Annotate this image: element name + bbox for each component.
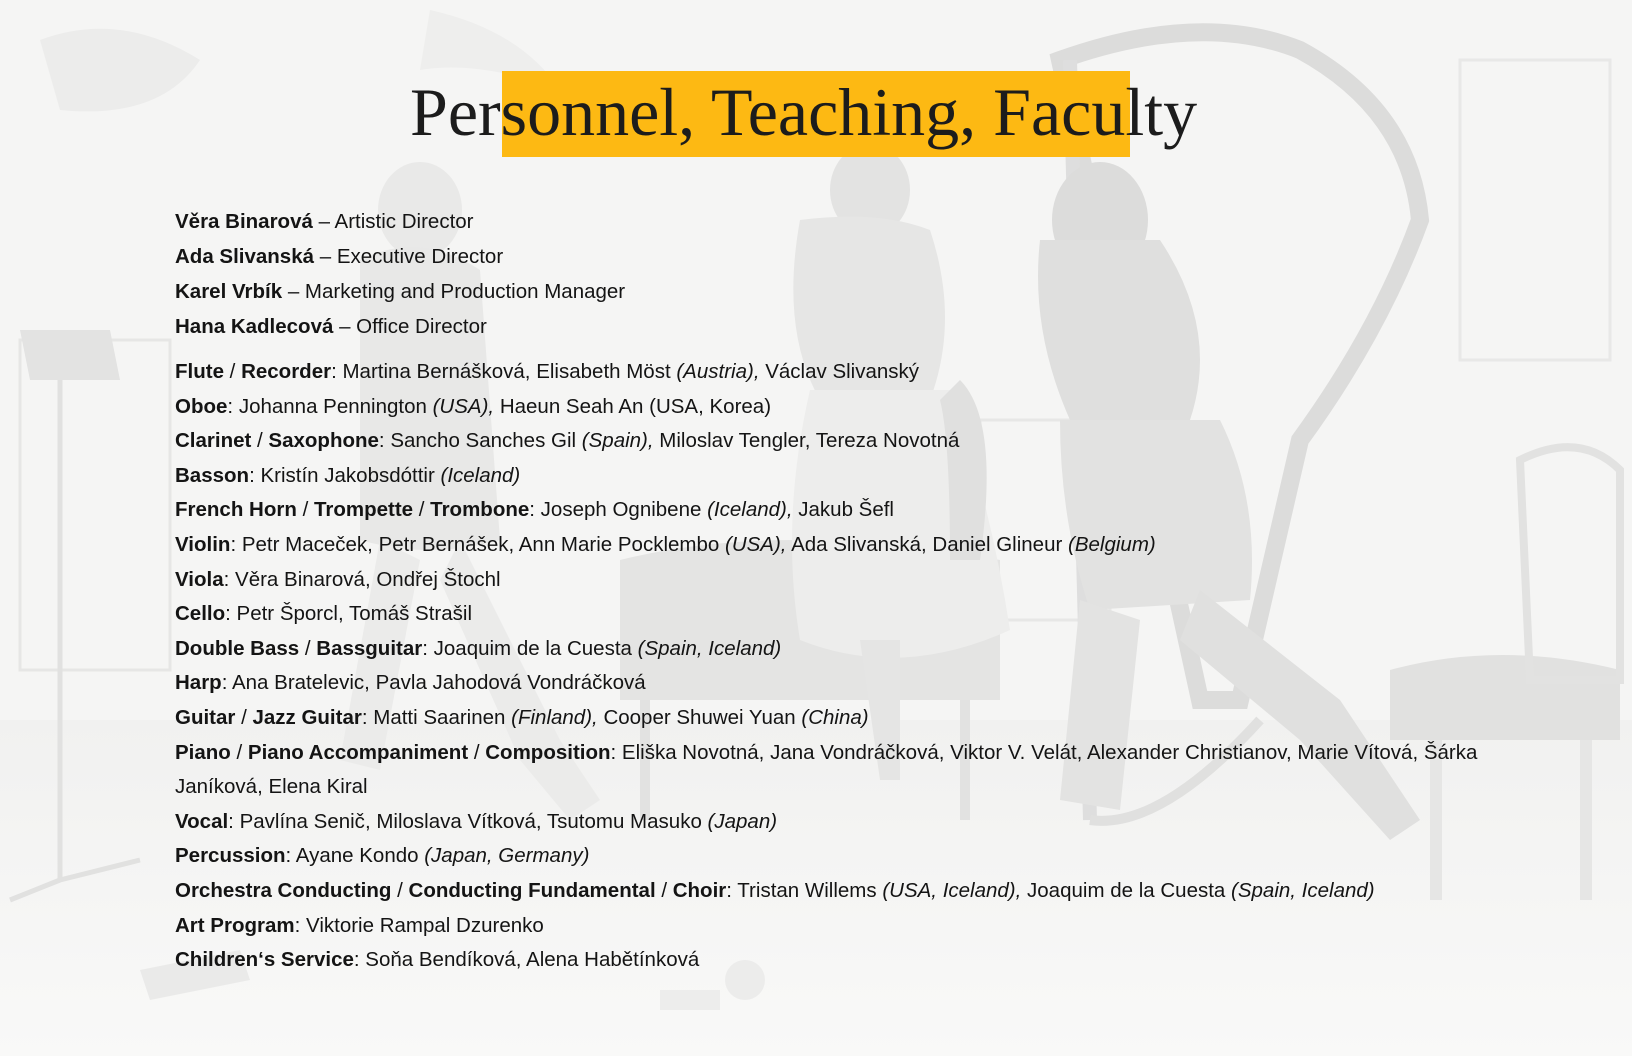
faculty-name: Matti Saarinen xyxy=(373,705,506,729)
instrument-label: Composition xyxy=(485,740,611,764)
instrument-label: Clarinet xyxy=(175,429,252,453)
instrument-label: Bassguitar xyxy=(316,636,423,660)
staff-row: Karel Vrbík – Marketing and Production Manager xyxy=(175,280,626,303)
faculty-country: (USA), xyxy=(432,394,495,418)
faculty-row: Vocal: Pavlína Senič, Miloslava Vítková, Tsutomu Masuko (Japan) xyxy=(175,809,778,833)
instrument-label: Orchestra Conducting xyxy=(175,878,392,902)
faculty-name: Ayane Kondo xyxy=(295,844,419,868)
instrument-label: Flute xyxy=(175,360,224,383)
instrument-label: Conducting Fundamental xyxy=(408,878,656,902)
faculty-country: (Spain, Iceland) xyxy=(637,636,782,660)
faculty-name: Miloslava Vítková xyxy=(376,809,536,833)
faculty-name: Ada Slivanská xyxy=(791,532,921,556)
faculty-country: (Japan, Germany) xyxy=(424,844,590,868)
title-section xyxy=(0,70,1632,158)
faculty-country: (Spain, Iceland) xyxy=(1231,878,1375,902)
faculty-name: Johanna Pennington xyxy=(238,394,427,418)
staff-row: Věra Binarová – Artistic Director xyxy=(175,210,474,233)
staff-role: Office Director xyxy=(356,315,487,338)
faculty-country: (Belgium) xyxy=(1068,532,1156,556)
faculty-row: Basson: Kristín Jakobsdóttir (Iceland) xyxy=(175,463,521,487)
faculty-name: Kristín Jakobsdóttir xyxy=(260,463,435,487)
instrument-label: Cello xyxy=(175,602,226,626)
faculty-name: Marie Vítová xyxy=(1297,740,1413,764)
instrument-label: Trombone xyxy=(430,498,530,522)
faculty-name: Šárka Janíková xyxy=(175,740,1478,799)
faculty-name: Martina Bernášková xyxy=(342,360,525,383)
faculty-country: (USA), xyxy=(725,532,787,556)
faculty-name: Alena Habětínková xyxy=(526,948,700,972)
faculty-name: Tomáš Strašil xyxy=(348,602,472,626)
content xyxy=(175,207,1515,978)
instrument-label: Saxophone xyxy=(268,429,379,453)
staff-name: Ada Slivanská xyxy=(175,245,315,268)
staff-name: Hana Kadlecová xyxy=(175,315,334,338)
instrument-label: Choir xyxy=(672,878,727,902)
instrument-label: Percussion xyxy=(175,844,286,868)
faculty-row: Flute / Recorder: Martina Bernášková, Elisabeth Möst (Austria), Václav Slivanský xyxy=(175,360,920,383)
faculty-name: Petr Bernášek xyxy=(378,532,509,556)
instrument-label: French Horn xyxy=(175,498,297,522)
faculty-name: Miloslav Tengler xyxy=(659,429,805,453)
instrument-label: Viola xyxy=(175,567,224,591)
faculty-country: (Iceland) xyxy=(440,463,521,487)
faculty-row: Guitar / Jazz Guitar: Matti Saarinen (Finland), Cooper Shuwei Yuan (China) xyxy=(175,705,869,729)
faculty-row: Oboe: Johanna Pennington (USA), Haeun Seah An (USA, Korea) xyxy=(175,394,772,418)
faculty-name: Soňa Bendíková xyxy=(365,948,516,972)
faculty-name: Tsutomu Masuko xyxy=(546,809,702,833)
staff-row: Ada Slivanská – Executive Director xyxy=(175,245,504,268)
faculty-name: Elena Kiral xyxy=(268,775,368,799)
instrument-label: Trompette xyxy=(313,498,414,522)
instrument-label: Harp xyxy=(175,671,222,695)
faculty-name: Joaquim de la Cuesta xyxy=(433,636,632,660)
instrument-label: Guitar xyxy=(175,705,236,729)
faculty-name: Elisabeth Möst xyxy=(536,360,671,383)
faculty-name: Alexander Christianov xyxy=(1086,740,1286,764)
faculty-name: Jakub Šefl xyxy=(798,498,894,522)
faculty-name: Petr Maceček xyxy=(241,532,368,556)
faculty-name: Ondřej Štochl xyxy=(376,567,501,591)
faculty-country: (China) xyxy=(801,705,869,729)
faculty-name: Joseph Ognibene xyxy=(540,498,702,522)
faculty-name: Cooper Shuwei Yuan xyxy=(603,705,796,729)
faculty-row: French Horn / Trompette / Trombone: Joseph Ognibene (Iceland), Jakub Šefl xyxy=(175,498,894,522)
faculty-name: Václav Slivanský xyxy=(765,360,920,383)
faculty-name: Daniel Glineur xyxy=(932,532,1063,556)
faculty-name: Věra Binarová xyxy=(235,567,365,591)
faculty-row: Children‘s Service: Soňa Bendíková, Alena Habětínková xyxy=(175,948,700,972)
instrument-label: Double Bass xyxy=(175,636,300,660)
staff-list xyxy=(175,207,1515,347)
faculty-name: Pavla Jahodová Vondráčková xyxy=(375,671,646,695)
faculty-name: Eliška Novotná xyxy=(621,740,759,764)
faculty-country: (Japan) xyxy=(707,809,778,833)
instrument-label: Violin xyxy=(175,532,231,556)
page-title: Personnel, Teaching, Faculty xyxy=(410,74,1198,150)
faculty-row: Piano / Piano Accompaniment / Composition: Eliška Novotná, Jana Vondráčková, Viktor V. Velát, Alexander Christianov, Marie Vítová, Šárka Janíková, Elena Kiral xyxy=(175,740,1478,799)
spacer xyxy=(175,347,1515,355)
faculty-row: Viola: Věra Binarová, Ondřej Štochl xyxy=(175,567,501,591)
faculty-row: Double Bass / Bassguitar: Joaquim de la Cuesta (Spain, Iceland) xyxy=(175,636,782,660)
staff-role: Artistic Director xyxy=(334,210,474,233)
staff-row: Hana Kadlecová – Office Director xyxy=(175,315,487,338)
instrument-label: Children‘s Service xyxy=(175,948,354,972)
faculty-country: (USA, Iceland), xyxy=(882,878,1022,902)
faculty-row: Percussion: Ayane Kondo (Japan, Germany) xyxy=(175,844,590,868)
faculty-row: Clarinet / Saxophone: Sancho Sanches Gil (Spain), Miloslav Tengler, Tereza Novotná xyxy=(175,429,960,453)
faculty-name: Sancho Sanches Gil xyxy=(390,429,577,453)
faculty-name: Viktor V. Velát xyxy=(950,740,1077,764)
instrument-label: Basson xyxy=(175,463,250,487)
faculty-row: Art Program: Viktorie Rampal Dzurenko xyxy=(175,913,544,937)
faculty-country: (Spain), xyxy=(581,429,654,453)
instrument-label: Oboe xyxy=(175,394,228,418)
faculty-name: Ana Bratelevic xyxy=(231,671,365,695)
faculty-name: Tristan Willems xyxy=(737,878,877,902)
instrument-label: Recorder xyxy=(241,360,332,383)
staff-name: Karel Vrbík xyxy=(175,280,283,303)
faculty-country: (Iceland), xyxy=(707,498,793,522)
faculty-country: (Austria), xyxy=(676,360,760,383)
faculty-row: Orchestra Conducting / Conducting Fundamental / Choir: Tristan Willems (USA, Iceland), Joaquim de la Cuesta (Spain, Iceland) xyxy=(175,878,1375,902)
faculty-name: Jana Vondráčková xyxy=(770,740,939,764)
faculty-country: (Finland), xyxy=(511,705,598,729)
faculty-name: Joaquim de la Cuesta xyxy=(1027,878,1226,902)
instrument-label: Jazz Guitar xyxy=(252,705,362,729)
instrument-label: Piano xyxy=(175,740,231,764)
faculty-name: Viktorie Rampal Dzurenko xyxy=(306,913,544,937)
staff-role: Executive Director xyxy=(336,245,504,268)
instrument-label: Art Program xyxy=(175,913,295,937)
faculty-name: Petr Šporcl xyxy=(236,602,338,626)
faculty-list xyxy=(175,355,1515,978)
faculty-name: Haeun Seah An (USA, Korea) xyxy=(499,394,772,418)
staff-name: Věra Binarová xyxy=(175,210,313,233)
faculty-name: Ann Marie Pocklembo xyxy=(518,532,720,556)
instrument-label: Piano Accompaniment xyxy=(247,740,469,764)
faculty-name: Pavlína Senič xyxy=(239,809,365,833)
instrument-label: Vocal xyxy=(175,809,229,833)
staff-role: Marketing and Production Manager xyxy=(304,280,626,303)
faculty-row: Harp: Ana Bratelevic, Pavla Jahodová Vondráčková xyxy=(175,671,646,695)
faculty-row: Cello: Petr Šporcl, Tomáš Strašil xyxy=(175,602,472,626)
faculty-name: Tereza Novotná xyxy=(815,429,960,453)
faculty-row: Violin: Petr Maceček, Petr Bernášek, Ann Marie Pocklembo (USA), Ada Slivanská, Daniel Glineur (Belgium) xyxy=(175,532,1156,556)
